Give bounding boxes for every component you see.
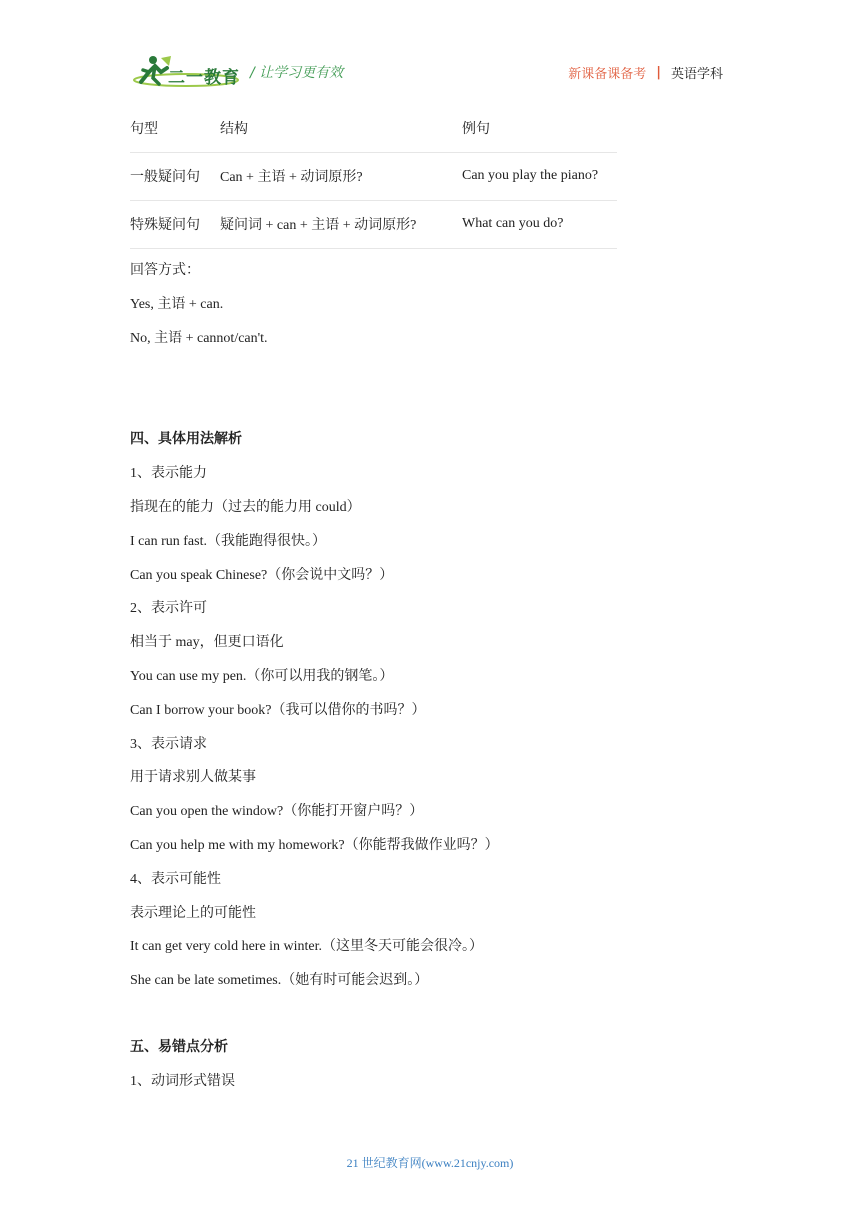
list-item: 1、表示能力 <box>130 466 207 481</box>
header-label: 新课备课备考 <box>568 67 647 82</box>
table-header-cell: 例句 <box>462 104 617 152</box>
page-footer: 21 世纪教育网(www.21cnjy.com) <box>346 1156 514 1170</box>
list-item: Can you open the window?（你能打开窗户吗？） <box>130 804 424 819</box>
slogan: / 让学习更有效 <box>250 65 344 81</box>
list-item: 3、表示请求 <box>130 737 207 752</box>
list-item: It can get very cold here in winter.（这里冬天可能会很冷。） <box>130 939 484 954</box>
list-item: Can you help me with my homework?（你能帮我做作业吗？） <box>130 838 499 853</box>
table-cell: 一般疑问句 <box>130 152 220 200</box>
list-item: I can run fast.（我能跑得很快。） <box>130 534 326 549</box>
list-item: Can I borrow your book?（我可以借你的书吗？） <box>130 703 426 718</box>
table-cell: What can you do? <box>462 200 617 248</box>
list-item: 指现在的能力（过去的能力用 could） <box>130 500 361 515</box>
list-item: Can you speak Chinese?（你会说中文吗？） <box>130 568 394 583</box>
table-cell: 特殊疑问句 <box>130 200 220 248</box>
table-cell: Can + 主语 + 动词原形? <box>220 152 462 200</box>
logo-text: 二一教育 <box>168 68 240 87</box>
header-right <box>568 63 723 82</box>
header-divider: | <box>656 65 661 80</box>
answer-label: 回答方式： <box>130 263 200 278</box>
table-row <box>130 200 617 248</box>
table-header-row <box>130 104 617 152</box>
section-4-title: 四、具体用法解析 <box>130 432 242 447</box>
list-item: 相当于 may，但更口语化 <box>130 635 284 650</box>
answer-no: No, 主语 + cannot/can't. <box>130 331 268 346</box>
grammar-table <box>130 104 617 249</box>
list-item: You can use my pen.（你可以用我的钢笔。） <box>130 669 394 684</box>
table-header-cell: 结构 <box>220 104 462 152</box>
table-row <box>130 152 617 200</box>
list-item: 1、动词形式错误 <box>130 1074 235 1089</box>
list-item: She can be late sometimes.（她有时可能会迟到。） <box>130 973 429 988</box>
list-item: 2、表示许可 <box>130 601 207 616</box>
answer-yes: Yes, 主语 + can. <box>130 297 224 312</box>
page-header <box>0 0 860 110</box>
subject-label: 英语学科 <box>670 67 723 82</box>
table-header-cell: 句型 <box>130 104 220 152</box>
table-cell: Can you play the piano? <box>462 152 617 200</box>
section-5-title: 五、易错点分析 <box>130 1040 228 1055</box>
table-cell: 疑问词 + can + 主语 + 动词原形? <box>220 200 462 248</box>
list-item: 4、表示可能性 <box>130 872 221 887</box>
list-item: 表示理论上的可能性 <box>130 906 256 921</box>
list-item: 用于请求别人做某事 <box>130 770 256 785</box>
